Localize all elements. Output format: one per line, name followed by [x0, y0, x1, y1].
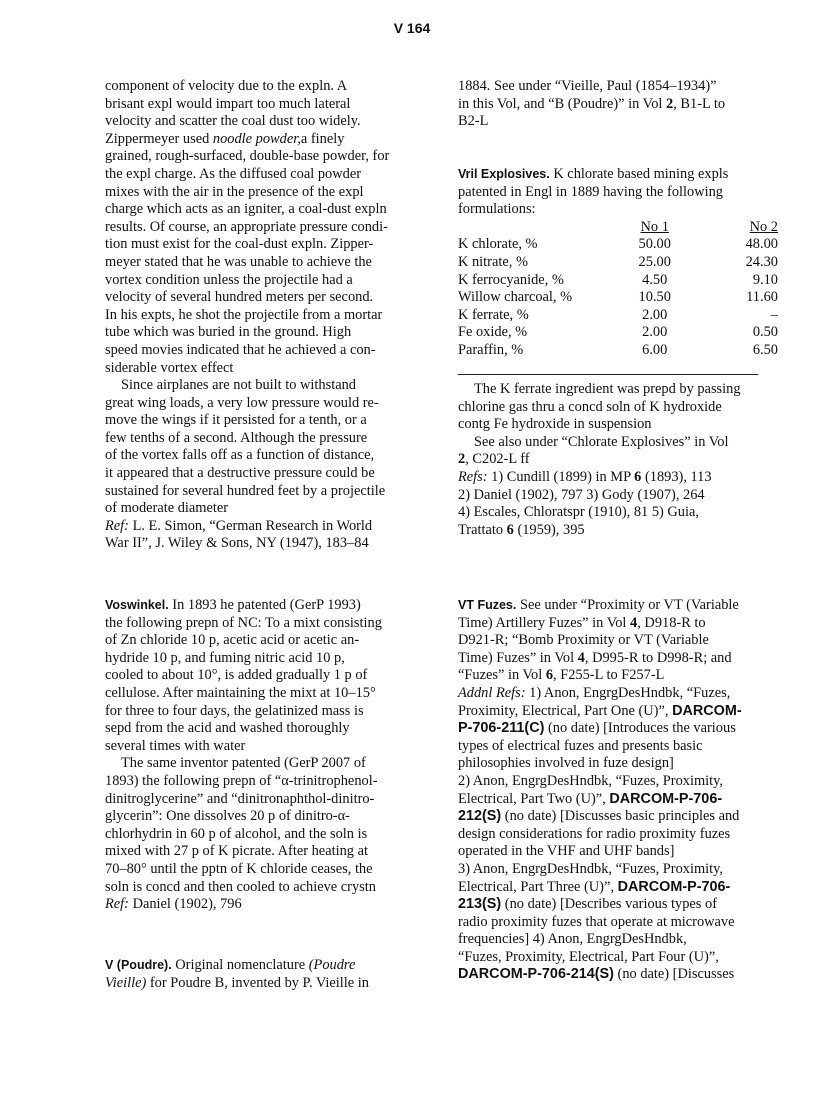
text-line: move the wings if it persisted for a tenth, or a [105, 412, 367, 429]
text-span: (no date) [Discusses basic principles and [501, 808, 740, 825]
text-span: Electrical, Part Three (U)”, [458, 878, 618, 895]
table-row [458, 272, 778, 290]
text-line: the expl charge. As the diffused coal powder [105, 165, 362, 182]
reference-line [458, 791, 788, 809]
entry-voswinkel [105, 597, 435, 914]
text-line: results. Of course, an appropriate pressure condi- [105, 218, 388, 235]
reference-line [458, 808, 788, 826]
column-header-no1: No 1 [640, 218, 669, 235]
text-line: few tenths of a second. Although the pressure [105, 429, 368, 446]
text-line [105, 131, 435, 149]
cell-no2: 24.30 [745, 253, 778, 270]
text-span: types of electrical fuzes and presents basic [458, 737, 703, 754]
entry-heading: VT Fuzes. [458, 598, 517, 612]
text-line: vortex condition unless the projectile had a [105, 271, 353, 288]
row-label: Paraffin, % [458, 341, 524, 358]
entry-v-poudre [105, 957, 435, 992]
text-line [458, 166, 778, 184]
reference-line [458, 826, 788, 844]
entry-vril-notes [458, 381, 778, 539]
text-span: , C202-L ff [465, 451, 530, 468]
text-span: Trattato [458, 521, 507, 538]
column-header-no2: No 2 [749, 218, 778, 235]
text-line [458, 650, 788, 668]
text-line: sepd from the acid and washed thoroughly [105, 720, 350, 737]
text-span: (1959), 395 [513, 521, 585, 538]
text-line: for three to four days, the gelatinized mass is [105, 702, 364, 719]
document-code: DARCOM- [672, 702, 742, 719]
text-span: Time) Fuzes” in Vol [458, 649, 578, 666]
text-span: , B1-L to [673, 95, 726, 112]
text-line: formulations: [458, 201, 536, 218]
cell-no1: 50.00 [638, 236, 671, 253]
reference-line [458, 703, 788, 721]
text-line: velocity of several hundred meters per second. [105, 289, 374, 306]
text-span: Electrical, Part Two (U)”, [458, 790, 610, 807]
document-code: 212(S) [458, 808, 502, 825]
reference-line [458, 949, 788, 967]
text-span: (no date) [Introduces the various [544, 720, 736, 737]
reference-line [458, 469, 778, 487]
text-line: of the vortex falls off as a function of distance, [105, 447, 375, 464]
text-line: siderable vortex effect [105, 359, 234, 376]
reference-line [458, 861, 788, 879]
text-span: (no date) [Describes various types of [501, 896, 717, 913]
row-label: K ferrate, % [458, 306, 529, 323]
ref-label: Ref: [105, 896, 129, 913]
ref-label: Refs: [458, 468, 488, 485]
entry-heading: Voswinkel. [105, 598, 169, 612]
cell-no1: 2.00 [642, 306, 668, 323]
table-row [458, 324, 778, 342]
text-line: of moderate diameter [105, 500, 229, 517]
text-line: 70–80° until the pptn of K chloride ceases, the [105, 860, 373, 877]
volume-number: 2 [458, 451, 466, 468]
reference-line [458, 773, 788, 791]
text-line: it appeared that a destructive pressure could be [105, 465, 375, 482]
text-line [105, 975, 435, 993]
text-span: , D995-R to D998-R; and [584, 649, 732, 666]
document-code: DARCOM-P-706- [609, 790, 723, 807]
reference-line [458, 896, 788, 914]
table-header-cell [611, 219, 698, 237]
text-span: , D918-R to [637, 614, 706, 631]
text-line: dinitroglycerine” and “dinitronaphthol-dinitro- [105, 790, 375, 807]
reference-line [458, 931, 788, 949]
ref-label: Ref: [105, 517, 129, 534]
text-line: the following prepn of NC: To a mixt consisting [105, 614, 382, 631]
text-line: grained, rough-surfaced, double-base powder, for [105, 148, 390, 165]
entry-vt-fuzes [458, 597, 788, 984]
italic-term: noodle powder, [212, 130, 301, 147]
row-label: K ferrocyanide, % [458, 271, 564, 288]
table-header-cell [698, 219, 778, 237]
text-line [458, 667, 788, 685]
page-number: V 164 [393, 20, 431, 36]
text-line: mixes with the air in the presence of the expl [105, 183, 364, 200]
text-line: cellulose. After maintaining the mixt at 10–15° [105, 684, 376, 701]
cell-no2: 11.60 [746, 289, 778, 306]
text-span: 1) Anon, EngrgDesHndbk, “Fuzes, [525, 684, 731, 701]
text-line [458, 597, 788, 615]
italic-term: (Poudre [308, 957, 356, 973]
reference-line [458, 522, 778, 540]
text-span: L. E. Simon, “German Research in World [128, 517, 373, 534]
text-line: meyer stated that he was unable to achieve the [105, 253, 372, 270]
row-label: Fe oxide, % [458, 324, 528, 341]
text-span: 3) Anon, EngrgDesHndbk, “Fuzes, Proximity, [458, 860, 724, 877]
text-line: 1893) the following prepn of “α-trinitrophenol- [105, 772, 378, 789]
cell-no2: – [770, 306, 778, 323]
text-line: See also under “Chlorate Explosives” in Vol [474, 433, 729, 450]
cell-no1: 25.00 [638, 253, 671, 270]
text-line: The same inventor patented (GerP 2007 of [121, 755, 366, 772]
text-line: War II”, J. Wiley & Sons, NY (1947), 183–84 [105, 535, 369, 552]
table-header-cell [458, 219, 611, 237]
text-span: for Poudre B, invented by P. Vieille in [146, 974, 369, 991]
row-label: K nitrate, % [458, 253, 528, 270]
text-span: a finely [300, 130, 345, 147]
text-span: 1) Cundill (1899) in MP [487, 468, 635, 485]
cell-no2: 6.50 [752, 341, 778, 358]
reference-line [458, 738, 788, 756]
text-span: Time) Artillery Fuzes” in Vol [458, 614, 631, 631]
reference-line [458, 685, 788, 703]
text-line: glycerin”: One dissolves 20 p of dinitro-α- [105, 808, 350, 825]
table-row [458, 342, 778, 360]
text-line [105, 597, 435, 615]
document-code: 213(S) [458, 896, 502, 913]
text-line: of Zn chloride 10 p, acetic acid or acetic an- [105, 632, 360, 649]
reference-line: 2) Daniel (1902), 797 3) Gody (1907), 264 [458, 486, 705, 503]
text-span: “Fuzes” in Vol [458, 667, 546, 684]
text-line: speed movies indicated that he achieved a con- [105, 341, 376, 358]
cell-no1: 6.00 [642, 341, 668, 358]
text-line: The K ferrate ingredient was prepd by passing [474, 381, 741, 397]
document-code: P-706-211(C) [458, 720, 545, 737]
row-label: K chlorate, % [458, 236, 538, 253]
table-row [458, 236, 778, 254]
text-line: B2-L [458, 113, 489, 130]
volume-number: 4 [577, 649, 585, 666]
table-row [458, 254, 778, 272]
text-span: “Fuzes, Proximity, Electrical, Part Four (U)”, [458, 948, 719, 965]
cell-no1: 10.50 [638, 289, 671, 306]
entry-v-poudre-continued [458, 78, 778, 131]
text-line: component of velocity due to the expln. A [105, 78, 348, 94]
table-row [458, 307, 778, 325]
entry-heading: V (Poudre). [105, 958, 172, 972]
row-label: Willow charcoal, % [458, 289, 573, 306]
text-line: brisant expl would impart too much lateral [105, 95, 351, 112]
cell-no2: 0.50 [752, 324, 778, 341]
reference-line [458, 879, 788, 897]
text-span: radio proximity fuzes that operate at microwave [458, 913, 735, 930]
text-line: contg Fe hydroxide in suspension [458, 416, 652, 433]
text-line: several times with water [105, 737, 246, 754]
table-header-row [458, 219, 778, 237]
text-line: sustained for several hundred feet by a projectile [105, 482, 386, 499]
text-line: charge which acts as an igniter, a coal-dust expln [105, 201, 387, 218]
text-line: tion must exist for the coal-dust expln. Zipper- [105, 236, 374, 253]
text-line [458, 615, 788, 633]
text-line: soln is concd and then cooled to achieve crystn [105, 878, 376, 895]
text-span: in this Vol, and “B (Poudre)” in Vol [458, 95, 667, 112]
cell-no2: 48.00 [745, 236, 778, 253]
text-span: In 1893 he patented (GerP 1993) [168, 597, 361, 613]
text-line [105, 957, 435, 975]
reference-line: 4) Escales, Chloratspr (1910), 81 5) Guia, [458, 504, 699, 521]
volume-number: 6 [545, 667, 554, 684]
italic-term: Vieille) [105, 974, 147, 991]
text-span: design considerations for radio proximity fuzes [458, 825, 731, 842]
text-span: See under “Proximity or VT (Variable [516, 597, 739, 613]
text-line [458, 451, 778, 469]
volume-number: 4 [630, 614, 638, 631]
text-line: tube which was buried in the ground. High [105, 324, 352, 341]
cell-no1: 2.00 [642, 324, 668, 341]
text-span: D921-R; “Bomb Proximity or VT (Variable [458, 632, 709, 649]
text-span: philosophies involved in fuze design] [458, 755, 674, 772]
text-span: (no date) [Discusses [613, 966, 735, 983]
text-line: great wing loads, a very low pressure would re- [105, 394, 379, 411]
cell-no1: 4.50 [642, 271, 668, 288]
left-column-top [105, 78, 435, 553]
ref-label: Addnl Refs: [458, 684, 526, 701]
volume-number: 6 [634, 468, 642, 485]
text-span: K chlorate based mining expls [549, 166, 729, 182]
formulation-table [458, 219, 778, 360]
reference-line [458, 914, 788, 932]
document-code: DARCOM-P-706- [617, 878, 731, 895]
text-line: Since airplanes are not built to withstand [121, 377, 356, 394]
reference-line [105, 896, 435, 914]
text-span: , F255-L to F257-L [553, 667, 665, 684]
text-span: Daniel (1902), 796 [128, 896, 242, 913]
text-span: frequencies] 4) Anon, EngrgDesHndbk, [458, 931, 687, 948]
cell-no2: 9.10 [752, 271, 778, 288]
text-line: chlorhydrin in 60 p of alcohol, and the soln is [105, 825, 368, 842]
text-span: Zippermeyer used [105, 130, 213, 147]
reference-line [458, 720, 788, 738]
entry-heading: Vril Explosives. [458, 167, 550, 181]
volume-number: 2 [666, 95, 674, 112]
entry-vril-explosives [458, 166, 778, 360]
text-span: 2) Anon, EngrgDesHndbk, “Fuzes, Proximity, [458, 772, 724, 789]
reference-line [458, 755, 788, 773]
text-line: chlorine gas thru a concd soln of K hydroxide [458, 398, 722, 415]
text-line: mixed with 27 p of K picrate. After heating at [105, 843, 368, 860]
text-line [458, 632, 788, 650]
table-bottom-rule [458, 374, 758, 375]
table-row [458, 289, 778, 307]
text-line: patented in Engl in 1889 having the following [458, 183, 723, 200]
volume-number: 6 [506, 521, 514, 538]
text-line [458, 96, 778, 114]
text-span: operated in the VHF and UHF bands] [458, 843, 675, 860]
text-span: Original nomenclature [171, 957, 309, 973]
text-span: Proximity, Electrical, Part One (U)”, [458, 702, 673, 719]
reference-line [458, 843, 788, 861]
text-line: velocity and scatter the coal dust too widely. [105, 113, 361, 130]
text-span: (1893), 113 [641, 468, 712, 485]
text-line: cooled to about 10°, is added gradually 1 p of [105, 667, 368, 684]
text-line: 1884. See under “Vieille, Paul (1854–1934)” [458, 78, 717, 94]
text-line: In his expts, he shot the projectile from a mortar [105, 306, 383, 323]
reference-line [458, 966, 788, 984]
text-line: hydride 10 p, and fuming nitric acid 10 p, [105, 649, 345, 666]
reference-line [105, 518, 435, 536]
document-code: DARCOM-P-706-214(S) [458, 966, 614, 983]
